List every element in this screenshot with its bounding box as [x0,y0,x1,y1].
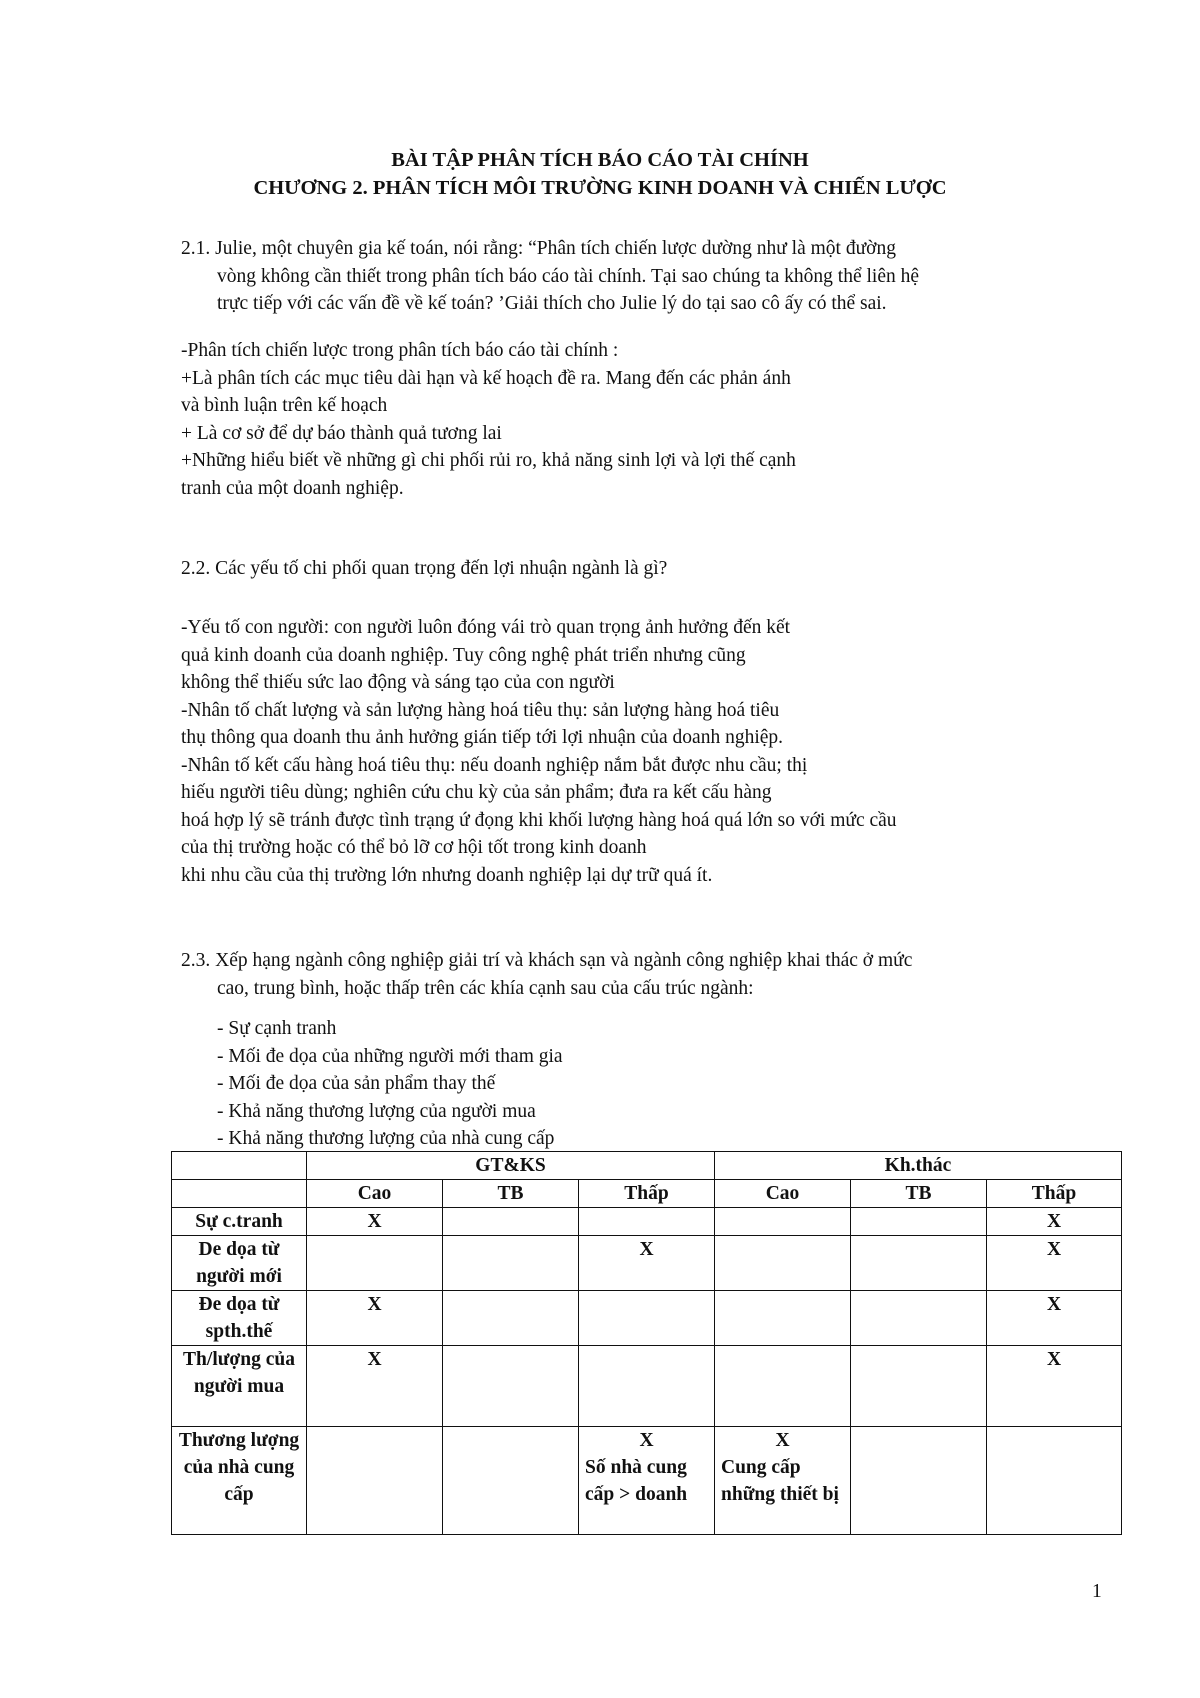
answer-line: -Nhân tố chất lượng và sản lượng hàng hoá tiêu thụ: sản lượng hàng hoá tiêu [181,699,780,721]
chapter-title: CHƯƠNG 2. PHÂN TÍCH MÔI TRƯỜNG KINH DOANH VÀ CHIẾN LƯỢC [253,177,947,199]
row-header: Thương lượng của nhà cung cấp [172,1427,307,1535]
answer-line: -Nhân tố kết cấu hàng hoá tiêu thụ: nếu doanh nghiệp nắm bắt được nhu cầu; thị [181,754,808,776]
table-cell [443,1208,579,1236]
answer-line: -Phân tích chiến lược trong phân tích báo cáo tài chính : [181,340,619,361]
table-cell: X [307,1208,443,1236]
table-cell [715,1236,851,1291]
cell-mark: X [639,1430,654,1451]
table-corner-cell [172,1152,307,1180]
table-cell [579,1346,715,1427]
group-header-gtks: GT&KS [307,1152,715,1180]
table-cell [307,1236,443,1291]
table-row [172,1236,1122,1291]
table-cell [579,1208,715,1236]
answer-line: và bình luận trên kế hoạch [181,395,388,416]
question-line: 2.2. Các yếu tố chi phối quan trọng đến lợi nhuận ngành là gì? [181,558,668,579]
criteria-list [217,1015,563,1153]
list-item: - Sự cạnh tranh [217,1018,337,1039]
row-header: De dọa từ người mới [172,1236,307,1291]
table-cell [715,1208,851,1236]
list-item: - Khả năng thương lượng của người mua [217,1100,536,1122]
answer-line: thụ thông qua doanh thu ảnh hưởng gián tiếp tới lợi nhuận của doanh nghiệp. [181,727,784,748]
answer-line: hiếu người tiêu dùng; nghiên cứu chu kỳ của sản phẩm; đưa ra kết cấu hàng [181,782,772,803]
answer-2-1 [181,337,796,502]
table-cell [443,1236,579,1291]
table-row [172,1291,1122,1346]
row-header: Đe dọa từ spth.thế [172,1291,307,1346]
list-item: - Mối đe dọa của sản phẩm thay thế [217,1073,496,1094]
column-header: Thấp [987,1180,1122,1208]
table-column-header [172,1180,1122,1208]
answer-line: quả kinh doanh của doanh nghiệp. Tuy công nghệ phát triển nhưng cũng [181,644,746,666]
answer-line: +Là phân tích các mục tiêu dài hạn và kế hoạch đề ra. Mang đến các phản ánh [181,367,791,389]
column-header: TB [443,1180,579,1208]
table-cell [851,1208,987,1236]
table-cell [851,1291,987,1346]
question-line: cao, trung bình, hoặc thấp trên các khía cạnh sau của cấu trúc ngành: [217,977,754,999]
answer-2-2 [181,614,897,889]
table-row [172,1208,1122,1236]
table-cell: X [987,1291,1122,1346]
cell-note: Cung cấp những thiết bị [721,1457,839,1505]
column-header: TB [851,1180,987,1208]
question-2-1 [181,235,919,318]
document-title: BÀI TẬP PHÂN TÍCH BÁO CÁO TÀI CHÍNH [391,149,809,171]
column-header: Cao [307,1180,443,1208]
question-line: 2.3. Xếp hạng ngành công nghiệp giải trí và khách sạn và ngành công nghiệp khai thác ở mức [181,950,913,971]
table-cell [715,1346,851,1427]
answer-line: không thể thiếu sức lao động và sáng tạo của con người [181,672,615,693]
table-cell [443,1291,579,1346]
page-number: 1 [1092,1581,1102,1602]
question-line: trực tiếp với các vấn đề về kế toán? ’Giải thích cho Julie lý do tại sao cô ấy có thể sai. [217,293,887,314]
table-cell [851,1427,987,1535]
question-line: 2.1. Julie, một chuyên gia kế toán, nói rằng: “Phân tích chiến lược dường như là một đường [181,238,896,259]
table-cell: X [579,1236,715,1291]
answer-line: tranh của một doanh nghiệp. [181,477,404,499]
list-item: - Mối đe dọa của những người mới tham gia [217,1045,563,1067]
table-corner-cell [172,1180,307,1208]
answer-line: khi nhu cầu của thị trường lớn nhưng doanh nghiệp lại dự trữ quá ít. [181,864,713,886]
question-2-2 [181,555,667,583]
list-item: - Khả năng thương lượng của nhà cung cấp [217,1128,555,1149]
table-cell [579,1427,715,1535]
cell-note: Số nhà cung cấp > doanh [585,1457,688,1505]
group-header-khthac: Kh.thác [715,1152,1122,1180]
table-cell [987,1427,1122,1535]
table-cell [715,1427,851,1535]
table-cell [307,1427,443,1535]
row-header: Th/lượng của người mua [172,1346,307,1427]
cell-mark: X [775,1430,790,1451]
table-cell [579,1291,715,1346]
question-2-3 [181,947,912,1002]
answer-line: + Là cơ sở để dự báo thành quả tương lai [181,422,502,444]
answer-line: -Yếu tố con người: con người luôn đóng vái trò quan trọng ảnh hưởng đến kết [181,617,791,638]
table-cell: X [307,1346,443,1427]
table-cell: X [307,1291,443,1346]
table-cell [851,1236,987,1291]
table-cell: X [987,1208,1122,1236]
column-header: Cao [715,1180,851,1208]
table-cell [851,1346,987,1427]
answer-line: của thị trường hoặc có thể bỏ lỡ cơ hội tốt trong kinh doanh [181,837,647,858]
table-cell: X [987,1346,1122,1427]
ranking-table [171,1151,1122,1535]
column-header: Thấp [579,1180,715,1208]
table-cell [715,1291,851,1346]
row-header: Sự c.tranh [172,1208,307,1236]
answer-line: hoá hợp lý sẽ tránh được tình trạng ứ đọng khi khối lượng hàng hoá quá lớn so với mức cầu [181,809,897,831]
table-cell [443,1427,579,1535]
table-row [172,1427,1122,1535]
table-cell [443,1346,579,1427]
question-line: vòng không cần thiết trong phân tích báo cáo tài chính. Tại sao chúng ta không thể liên hệ [217,265,919,287]
table-group-header [172,1152,1122,1180]
table-cell: X [987,1236,1122,1291]
table-row [172,1346,1122,1427]
answer-line: +Những hiểu biết về những gì chi phối rủi ro, khả năng sinh lợi và lợi thế cạnh [181,450,796,471]
